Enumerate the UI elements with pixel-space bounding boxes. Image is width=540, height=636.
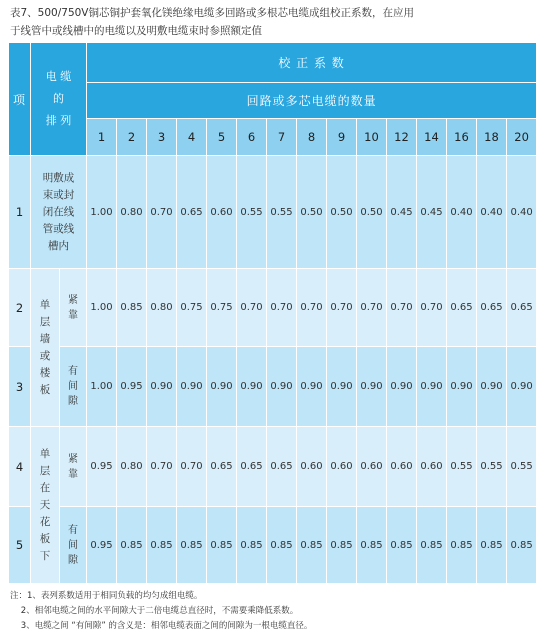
note-line: 注：1、表列系数适用于相同负载的均匀成组电缆。	[10, 591, 203, 601]
factor-cell: 0.90	[297, 347, 327, 427]
factor-cell: 0.70	[417, 269, 447, 347]
count-header-cell: 14	[417, 119, 447, 156]
factor-cell: 0.70	[237, 269, 267, 347]
factor-cell: 0.65	[477, 269, 507, 347]
factor-cell: 0.80	[147, 269, 177, 347]
factor-cell: 0.45	[387, 156, 417, 269]
factor-cell: 0.70	[327, 269, 357, 347]
factor-cell: 0.40	[447, 156, 477, 269]
factor-cell: 0.65	[177, 156, 207, 269]
factor-cell: 0.85	[297, 507, 327, 584]
count-header-cell: 8	[297, 119, 327, 156]
factor-cell: 0.55	[477, 427, 507, 507]
note-line: 2、相邻电缆之间的水平间隙大于二倍电缆总直径时，不需要乘降低系数。	[10, 606, 299, 616]
factor-cell: 0.60	[417, 427, 447, 507]
count-header-cell: 6	[237, 119, 267, 156]
caption-line-1: 表7、500/750V铜芯铜护套氧化镁绝缘电缆多回路或多根芯电缆成组校正系数，在应用	[10, 7, 414, 19]
count-header-cell: 1	[87, 119, 117, 156]
factor-cell: 0.95	[87, 427, 117, 507]
factor-cell: 0.85	[327, 507, 357, 584]
factor-cell: 0.65	[267, 427, 297, 507]
factor-cell: 0.90	[387, 347, 417, 427]
factor-cell: 0.50	[357, 156, 387, 269]
row-condition: 有 间 隙	[60, 507, 87, 584]
factor-cell: 0.75	[207, 269, 237, 347]
count-header-cell: 16	[447, 119, 477, 156]
factor-cell: 0.80	[117, 427, 147, 507]
row-condition: 紧 靠	[60, 427, 87, 507]
factor-cell: 0.90	[267, 347, 297, 427]
factor-cell: 0.85	[267, 507, 297, 584]
table-row	[9, 507, 537, 584]
count-header-cell: 9	[327, 119, 357, 156]
row-item: 3	[9, 347, 31, 427]
header-correction-factor: 校 正 系 数	[87, 43, 537, 83]
table-row	[9, 156, 537, 269]
factor-cell: 0.60	[327, 427, 357, 507]
header-item: 项	[9, 43, 31, 156]
factor-cell: 0.60	[357, 427, 387, 507]
row-condition: 紧 靠	[60, 269, 87, 347]
factor-cell: 0.65	[207, 427, 237, 507]
group-under-ceiling: 单 层 在 天 花 板 下	[31, 427, 60, 584]
factor-cell: 0.60	[297, 427, 327, 507]
row-arrangement: 明敷成 束或封 闭在线 管或线 槽内	[31, 156, 87, 269]
factor-cell: 0.90	[237, 347, 267, 427]
factor-cell: 0.85	[117, 507, 147, 584]
factor-cell: 0.90	[417, 347, 447, 427]
factor-cell: 0.90	[477, 347, 507, 427]
factor-cell: 0.45	[417, 156, 447, 269]
row-item: 5	[9, 507, 31, 584]
factor-cell: 0.40	[477, 156, 507, 269]
caption-line-2: 于线管中或线槽中的电缆以及明敷电缆束时参照额定值	[10, 25, 262, 37]
factor-cell: 0.85	[117, 269, 147, 347]
factor-cell: 0.70	[387, 269, 417, 347]
table-notes	[10, 589, 535, 634]
factor-cell: 0.85	[177, 507, 207, 584]
factor-cell: 0.70	[147, 156, 177, 269]
factor-cell: 0.90	[447, 347, 477, 427]
factor-cell: 0.95	[117, 347, 147, 427]
count-header-cell: 5	[207, 119, 237, 156]
factor-cell: 0.55	[447, 427, 477, 507]
factor-cell: 0.85	[237, 507, 267, 584]
factor-cell: 0.50	[297, 156, 327, 269]
count-header-cell: 4	[177, 119, 207, 156]
factor-cell: 0.90	[207, 347, 237, 427]
factor-cell: 0.70	[357, 269, 387, 347]
table-row	[9, 347, 537, 427]
table-caption	[10, 4, 535, 40]
factor-cell: 0.85	[387, 507, 417, 584]
factor-cell: 0.90	[177, 347, 207, 427]
count-header-cell: 20	[507, 119, 537, 156]
factor-cell: 0.85	[447, 507, 477, 584]
factor-cell: 0.60	[387, 427, 417, 507]
factor-cell: 0.55	[237, 156, 267, 269]
factor-cell: 0.85	[147, 507, 177, 584]
factor-cell: 0.85	[207, 507, 237, 584]
factor-cell: 0.80	[117, 156, 147, 269]
count-header-cell: 3	[147, 119, 177, 156]
factor-cell: 0.60	[207, 156, 237, 269]
factor-cell: 1.00	[87, 156, 117, 269]
count-header-cell: 10	[357, 119, 387, 156]
header-circuit-count: 回路或多芯电缆的数量	[87, 83, 537, 119]
factor-cell: 0.90	[507, 347, 537, 427]
factor-cell: 0.75	[177, 269, 207, 347]
factor-cell: 0.70	[147, 427, 177, 507]
factor-cell: 0.55	[507, 427, 537, 507]
factor-cell: 0.70	[177, 427, 207, 507]
row-item: 2	[9, 269, 31, 347]
count-header-row	[9, 119, 537, 156]
factor-cell: 0.65	[507, 269, 537, 347]
factor-cell: 0.50	[327, 156, 357, 269]
count-header-cell: 18	[477, 119, 507, 156]
factor-cell: 0.90	[147, 347, 177, 427]
factor-cell: 1.00	[87, 269, 117, 347]
group-wall-floor: 单 层 墙 或 楼 板	[31, 269, 60, 427]
row-condition: 有 间 隙	[60, 347, 87, 427]
factor-cell: 0.85	[477, 507, 507, 584]
factor-cell: 1.00	[87, 347, 117, 427]
factor-cell: 0.90	[327, 347, 357, 427]
factor-cell: 0.65	[237, 427, 267, 507]
factor-cell: 0.65	[447, 269, 477, 347]
count-header-cell: 12	[387, 119, 417, 156]
factor-cell: 0.55	[267, 156, 297, 269]
row-item: 4	[9, 427, 31, 507]
correction-factor-table	[8, 42, 537, 584]
factor-cell: 0.85	[357, 507, 387, 584]
factor-cell: 0.85	[417, 507, 447, 584]
factor-cell: 0.95	[87, 507, 117, 584]
table-row	[9, 427, 537, 507]
count-header-cell: 7	[267, 119, 297, 156]
factor-cell: 0.70	[267, 269, 297, 347]
row-item: 1	[9, 156, 31, 269]
note-line: 3、电缆之间 “有间隙” 的含义是：相邻电缆表面之间的间隙为一根电缆直径。	[10, 621, 313, 631]
factor-cell: 0.70	[297, 269, 327, 347]
table-row	[9, 269, 537, 347]
factor-cell: 0.85	[507, 507, 537, 584]
factor-cell: 0.40	[507, 156, 537, 269]
count-header-cell: 2	[117, 119, 147, 156]
header-arrangement: 电 缆 的 排 列	[31, 43, 87, 156]
factor-cell: 0.90	[357, 347, 387, 427]
